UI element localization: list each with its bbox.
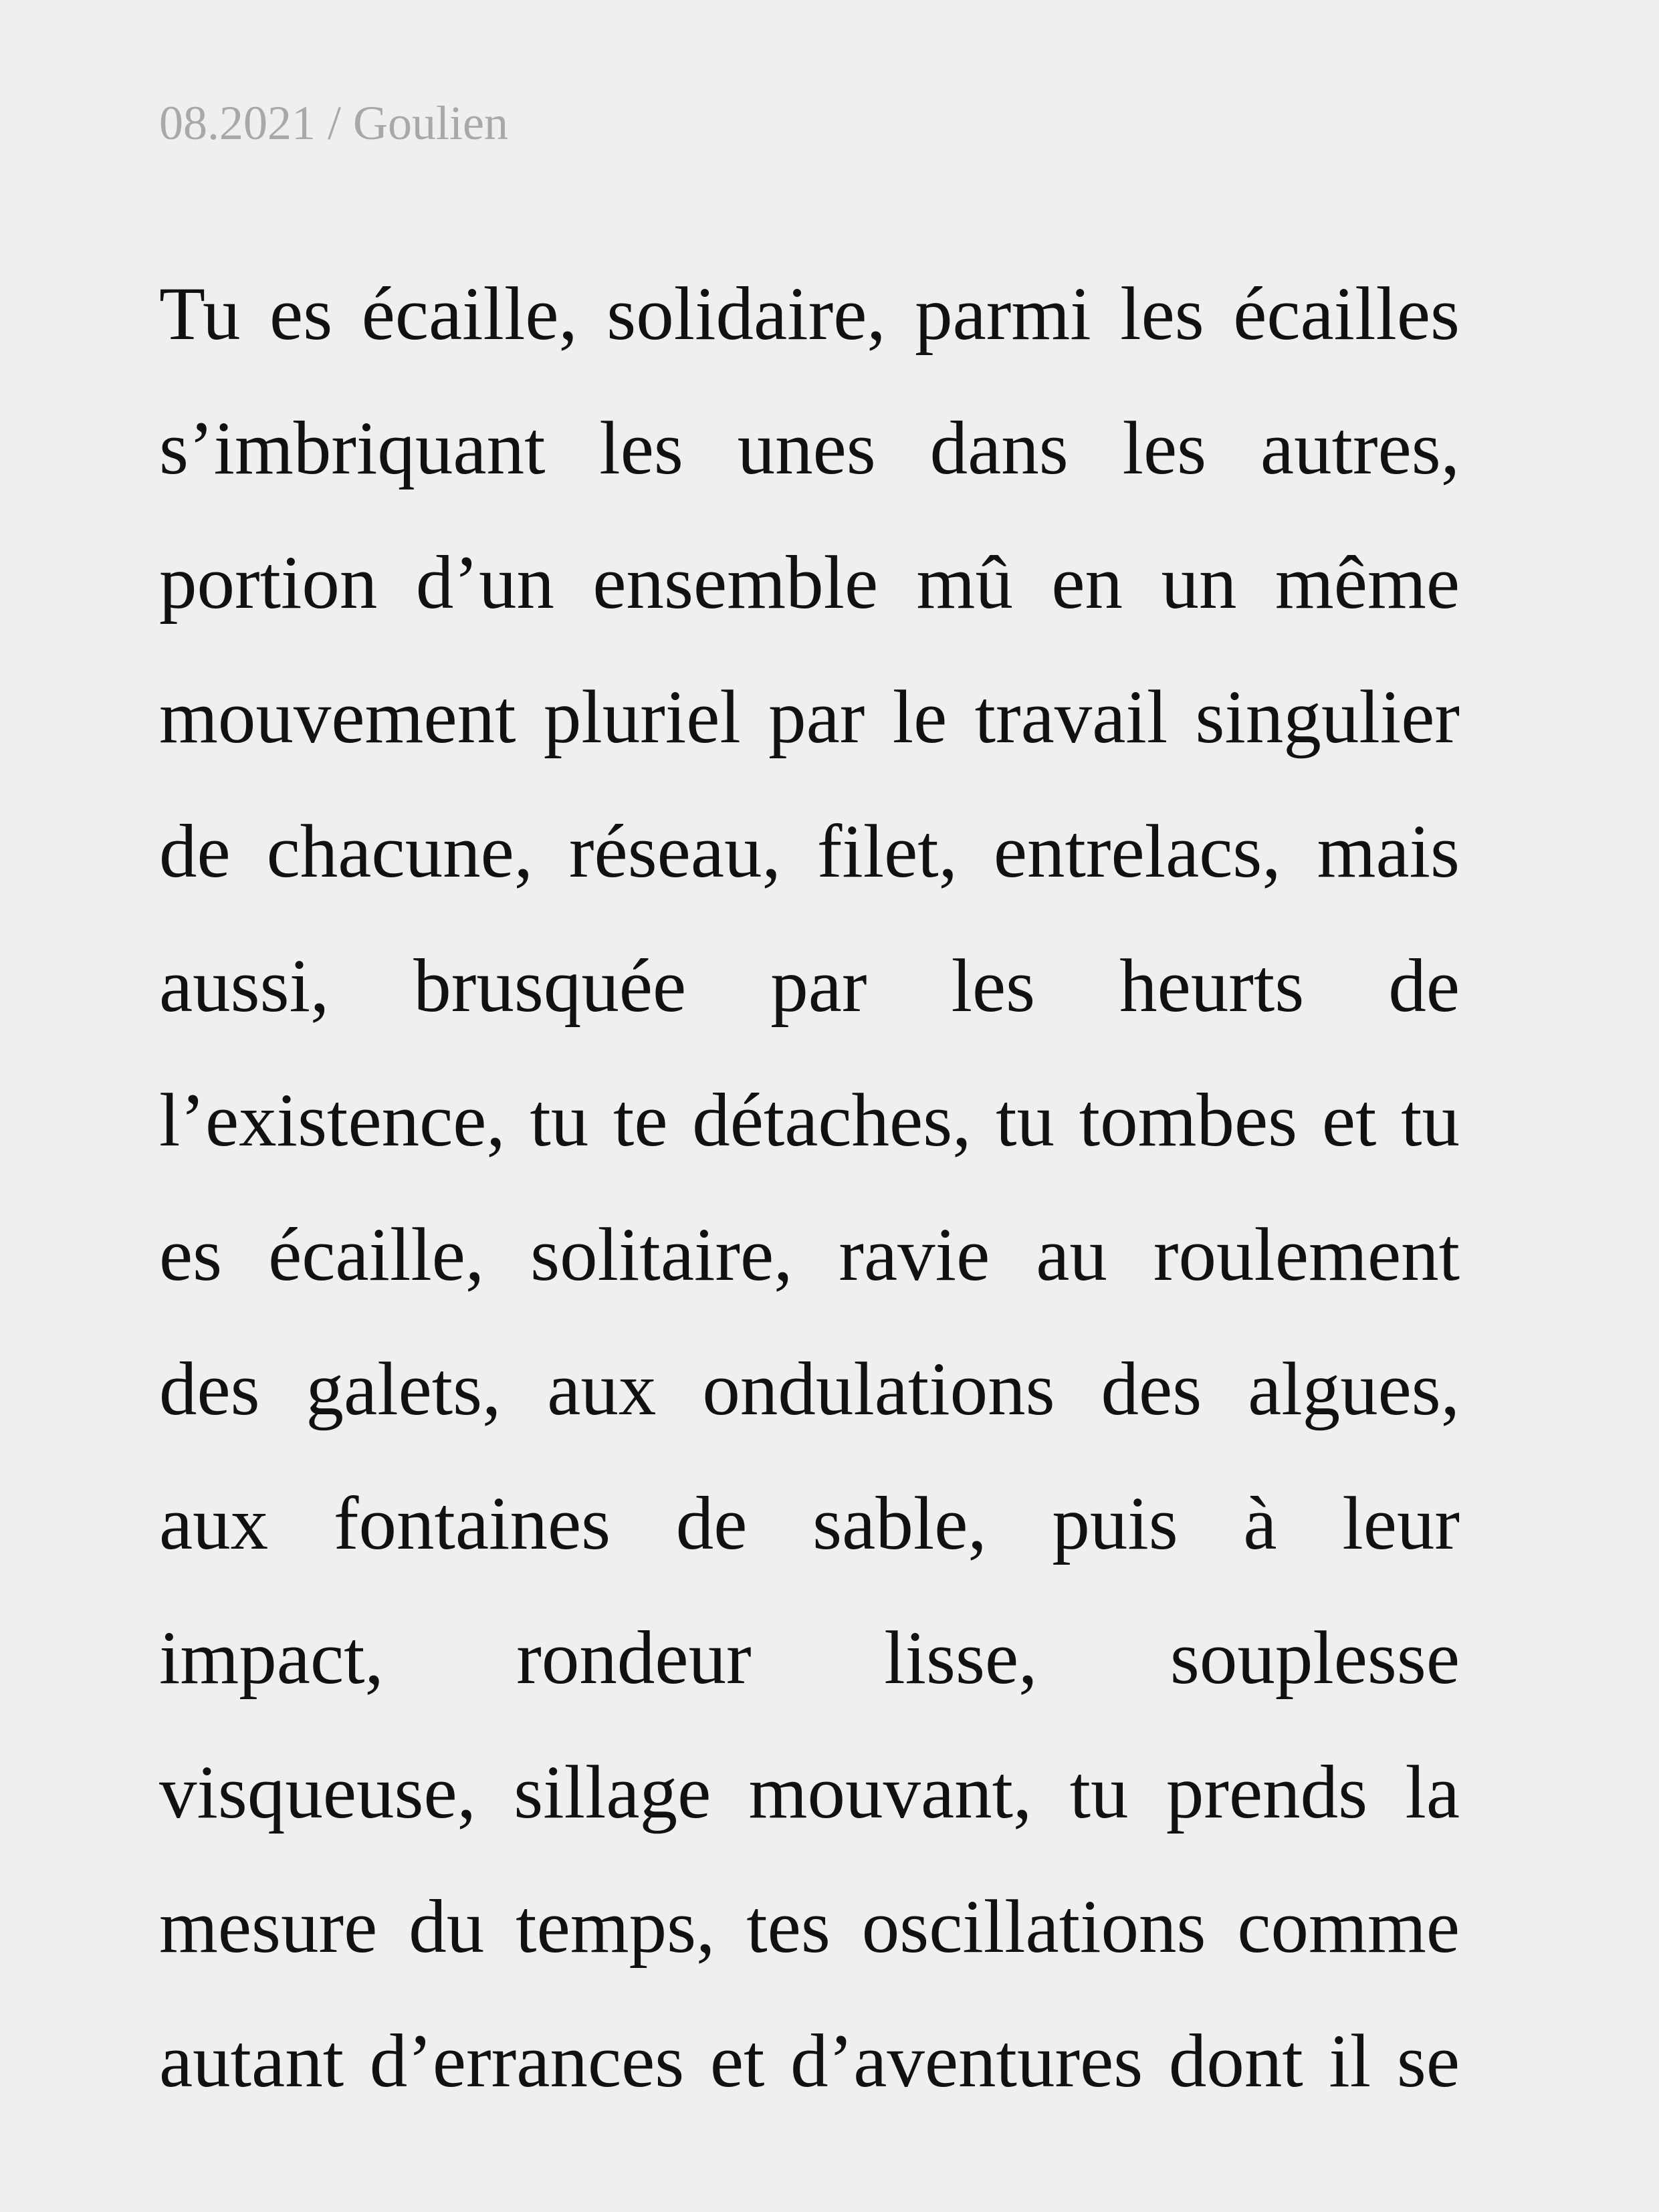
- text-line: aussi, brusquée par les heurts de: [159, 944, 1460, 1028]
- separator: /: [328, 96, 342, 150]
- text-line: de chacune, réseau, filet, entrelacs, mais: [159, 810, 1460, 893]
- location: Goulien: [353, 96, 508, 150]
- body-paragraph: [159, 267, 1460, 2149]
- date-location-line: [159, 90, 508, 156]
- text-line: impact, rondeur lisse, souplesse: [159, 1616, 1460, 1700]
- text-line: mesure du temps, tes oscillations comme: [159, 1885, 1460, 1969]
- text-line: mouvement pluriel par le travail singulier: [159, 675, 1460, 759]
- text-line: des galets, aux ondulations des algues,: [159, 1347, 1460, 1431]
- text-line: aux fontaines de sable, puis à leur: [159, 1482, 1460, 1565]
- text-line: Tu es écaille, solidaire, parmi les écailles: [159, 272, 1460, 356]
- date: 08.2021: [159, 96, 316, 150]
- text-line: s’imbriquant les unes dans les autres,: [159, 407, 1460, 490]
- text-line: l’existence, tu te détaches, tu tombes et tu: [159, 1079, 1460, 1162]
- text-line: autant d’errances et d’aventures dont il se: [159, 2019, 1460, 2103]
- text-line: visqueuse, sillage mouvant, tu prends la: [159, 1751, 1460, 1834]
- text-line: es écaille, solitaire, ravie au roulement: [159, 1213, 1460, 1297]
- text-line: portion d’un ensemble mû en un même: [159, 541, 1460, 625]
